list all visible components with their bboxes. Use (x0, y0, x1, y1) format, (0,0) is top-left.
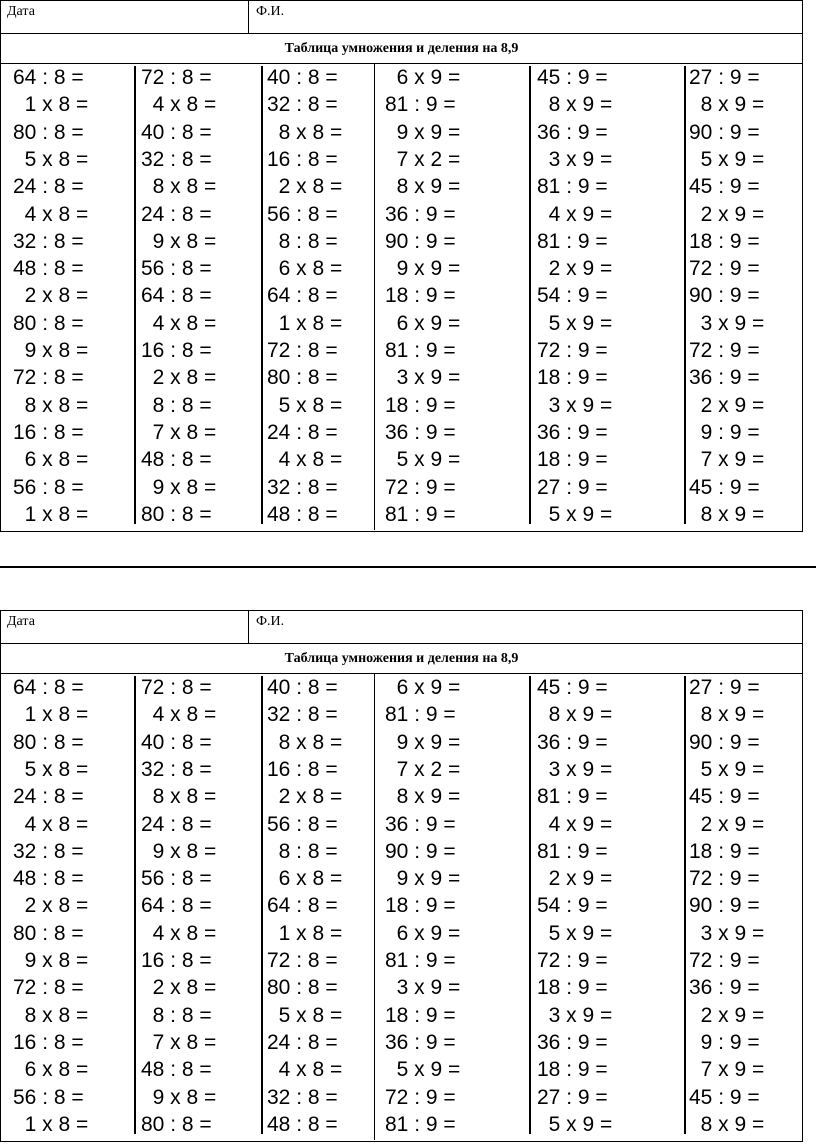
exercise-item: 9 x 8 = (13, 339, 89, 362)
exercise-item: 9 x 9 = (385, 867, 461, 891)
exercise-item: 18 : 9 = (537, 366, 608, 390)
exercise-item: 8 x 8 = (13, 1003, 89, 1027)
exercise-item: 56 : 8 = (141, 867, 212, 891)
exercise-item: 1 x 8 = (267, 311, 343, 335)
exercise-item: 2 x 9 = (689, 812, 765, 836)
exercise-item: 81 : 9 = (537, 175, 608, 199)
exercise-item: 1 x 8 = (13, 93, 89, 117)
exercise-item: 4 x 8 = (141, 311, 217, 335)
exercise-item: 9 x 9 = (385, 120, 461, 144)
exercise-item: 56 : 8 = (267, 812, 338, 836)
exercise-item: 72 : 9 = (689, 257, 760, 281)
exercise-item: 16 : 8 = (13, 420, 84, 444)
exercise-item: 90 : 9 = (689, 894, 760, 918)
exercise-item: 81 : 9 = (385, 703, 456, 727)
exercise-column (537, 674, 677, 1140)
exercise-column (689, 674, 799, 1140)
exercise-item: 48 : 8 = (141, 1058, 212, 1082)
exercise-item: 5 x 9 = (689, 757, 765, 781)
exercise-item: 3 x 9 = (385, 366, 461, 390)
exercise-item: 8 x 8 = (141, 175, 217, 199)
exercise-item: 48 : 8 = (267, 1112, 338, 1136)
exercise-item: 45 : 9 = (537, 676, 608, 699)
exercise-item: 64 : 8 = (267, 284, 338, 308)
exercise-item: 1 x 8 = (267, 921, 343, 945)
exercise-item: 32 : 8 = (13, 229, 84, 253)
exercise-item: 32 : 8 = (13, 839, 84, 863)
exercise-item: 9 x 9 = (385, 257, 461, 281)
worksheet-title: Таблица умножения и деления на 8,9 (1, 644, 802, 674)
exercise-item: 9 : 9 = (689, 1030, 760, 1054)
exercise-item: 72 : 9 = (385, 475, 456, 499)
exercise-item: 56 : 8 = (13, 1085, 84, 1109)
exercise-item: 8 x 8 = (141, 785, 217, 809)
header-row (1, 611, 802, 644)
exercise-item: 45 : 9 = (689, 1085, 760, 1109)
exercise-item: 3 x 9 = (537, 147, 613, 171)
exercise-item: 48 : 8 = (13, 867, 84, 891)
exercise-column (267, 674, 367, 1140)
exercise-item: 5 x 8 = (13, 757, 89, 781)
exercise-item: 81 : 9 = (385, 502, 456, 526)
exercise-item: 81 : 9 = (385, 93, 456, 117)
exercise-item: 72 : 9 = (689, 339, 760, 362)
exercise-item: 90 : 9 = (689, 120, 760, 144)
exercise-item: 2 x 8 = (267, 175, 343, 199)
exercise-item: 5 x 9 = (385, 1058, 461, 1082)
column-divider (134, 66, 136, 524)
exercise-item: 6 x 8 = (13, 448, 89, 472)
exercise-item: 2 x 9 = (689, 202, 765, 226)
column-divider (134, 676, 136, 1134)
exercise-item: 80 : 8 = (13, 730, 84, 754)
exercise-item: 72 : 8 = (13, 366, 84, 390)
exercise-item: 16 : 8 = (141, 949, 212, 972)
exercise-column (385, 64, 525, 530)
exercise-item: 7 x 2 = (385, 757, 461, 781)
exercise-item: 9 x 8 = (141, 1085, 217, 1109)
exercise-item: 80 : 8 = (267, 366, 338, 390)
exercise-item: 5 x 8 = (13, 147, 89, 171)
column-divider (374, 674, 375, 1140)
exercise-item: 3 x 9 = (689, 311, 765, 335)
exercise-item: 4 x 9 = (537, 202, 613, 226)
column-divider (374, 64, 375, 530)
exercise-item: 64 : 8 = (267, 894, 338, 918)
exercise-item: 2 x 8 = (267, 785, 343, 809)
exercise-item: 18 : 9 = (385, 284, 456, 308)
exercise-item: 24 : 8 = (267, 420, 338, 444)
exercise-item: 5 x 9 = (537, 311, 613, 335)
exercise-column (385, 674, 525, 1140)
exercise-item: 81 : 9 = (385, 1112, 456, 1136)
exercise-item: 56 : 8 = (267, 202, 338, 226)
exercise-item: 18 : 9 = (385, 894, 456, 918)
exercise-item: 16 : 8 = (141, 339, 212, 362)
exercise-item: 8 x 9 = (385, 785, 461, 809)
exercise-item: 24 : 8 = (13, 175, 84, 199)
exercise-item: 16 : 8 = (13, 1030, 84, 1054)
exercise-item: 36 : 9 = (385, 812, 456, 836)
exercise-grid (1, 674, 802, 1140)
name-field[interactable]: Ф.И. (256, 614, 285, 629)
exercise-item: 3 x 9 = (537, 757, 613, 781)
exercise-item: 54 : 9 = (537, 894, 608, 918)
exercise-item: 2 x 9 = (689, 393, 765, 417)
exercise-column (537, 64, 677, 530)
exercise-column (267, 64, 367, 530)
exercise-item: 4 x 8 = (141, 703, 217, 727)
exercise-item: 72 : 8 = (267, 949, 338, 972)
exercise-item: 45 : 9 = (689, 475, 760, 499)
exercise-item: 8 x 8 = (267, 730, 343, 754)
exercise-item: 3 x 9 = (537, 1003, 613, 1027)
exercise-item: 18 : 9 = (385, 1003, 456, 1027)
exercise-item: 45 : 9 = (537, 66, 608, 89)
exercise-item: 4 x 8 = (141, 921, 217, 945)
exercise-item: 4 x 8 = (267, 1058, 343, 1082)
exercise-item: 36 : 9 = (689, 366, 760, 390)
exercise-item: 16 : 8 = (267, 757, 338, 781)
exercise-item: 24 : 8 = (267, 1030, 338, 1054)
exercise-item: 90 : 9 = (385, 229, 456, 253)
exercise-item: 4 x 8 = (141, 93, 217, 117)
exercise-item: 72 : 8 = (267, 339, 338, 362)
exercise-item: 9 x 8 = (13, 949, 89, 972)
exercise-item: 6 x 8 = (13, 1058, 89, 1082)
exercise-item: 4 x 9 = (537, 812, 613, 836)
exercise-item: 8 : 8 = (267, 839, 338, 863)
exercise-item: 90 : 9 = (385, 839, 456, 863)
exercise-item: 48 : 8 = (141, 448, 212, 472)
exercise-item: 18 : 9 = (689, 839, 760, 863)
exercise-item: 8 : 8 = (267, 229, 338, 253)
worksheet-top (0, 0, 803, 532)
exercise-item: 80 : 8 = (13, 921, 84, 945)
date-field[interactable]: Дата (1, 611, 249, 643)
exercise-item: 48 : 8 = (13, 257, 84, 281)
exercise-grid (1, 64, 802, 530)
exercise-item: 7 x 9 = (689, 1058, 765, 1082)
exercise-column (13, 674, 131, 1140)
exercise-item: 54 : 9 = (537, 284, 608, 308)
exercise-item: 32 : 8 = (267, 703, 338, 727)
exercise-item: 40 : 8 = (267, 676, 338, 699)
exercise-item: 18 : 9 = (537, 1058, 608, 1082)
exercise-item: 6 x 8 = (267, 867, 343, 891)
exercise-item: 1 x 8 = (13, 502, 89, 526)
exercise-item: 8 : 8 = (141, 1003, 212, 1027)
exercise-item: 2 x 9 = (689, 1003, 765, 1027)
column-divider (261, 66, 263, 524)
exercise-item: 27 : 9 = (537, 1085, 608, 1109)
exercise-item: 8 x 9 = (537, 93, 613, 117)
exercise-item: 7 x 9 = (689, 448, 765, 472)
exercise-item: 32 : 8 = (141, 147, 212, 171)
exercise-item: 2 x 8 = (13, 894, 89, 918)
exercise-item: 7 x 8 = (141, 420, 217, 444)
exercise-column (13, 64, 131, 530)
exercise-item: 72 : 9 = (537, 949, 608, 972)
exercise-item: 6 x 9 = (385, 676, 461, 699)
exercise-item: 24 : 8 = (141, 202, 212, 226)
exercise-item: 80 : 8 = (267, 976, 338, 1000)
exercise-item: 27 : 9 = (537, 475, 608, 499)
exercise-item: 9 x 8 = (141, 839, 217, 863)
column-divider (684, 66, 686, 524)
exercise-column (689, 64, 799, 530)
exercise-item: 64 : 8 = (141, 894, 212, 918)
exercise-item: 8 x 9 = (689, 1112, 765, 1136)
exercise-item: 8 x 9 = (689, 502, 765, 526)
column-divider (529, 66, 531, 524)
exercise-item: 9 x 9 = (385, 730, 461, 754)
exercise-item: 6 x 9 = (385, 66, 461, 89)
exercise-item: 56 : 8 = (13, 475, 84, 499)
exercise-item: 36 : 9 = (385, 1030, 456, 1054)
exercise-item: 36 : 9 = (689, 976, 760, 1000)
exercise-item: 8 x 9 = (537, 703, 613, 727)
exercise-item: 81 : 9 = (537, 785, 608, 809)
exercise-item: 5 x 9 = (385, 448, 461, 472)
exercise-item: 36 : 9 = (385, 202, 456, 226)
worksheet-bottom (0, 610, 803, 1142)
exercise-item: 8 x 9 = (689, 703, 765, 727)
exercise-item: 9 x 8 = (141, 229, 217, 253)
exercise-item: 4 x 8 = (13, 202, 89, 226)
column-divider (261, 676, 263, 1134)
exercise-item: 6 x 9 = (385, 311, 461, 335)
worksheet-title: Таблица умножения и деления на 8,9 (1, 34, 802, 64)
exercise-item: 5 x 9 = (537, 921, 613, 945)
exercise-item: 8 x 8 = (267, 120, 343, 144)
exercise-item: 45 : 9 = (689, 785, 760, 809)
exercise-item: 18 : 9 = (689, 229, 760, 253)
exercise-item: 5 x 8 = (267, 1003, 343, 1027)
exercise-item: 1 x 8 = (13, 703, 89, 727)
exercise-item: 36 : 9 = (385, 420, 456, 444)
exercise-item: 90 : 9 = (689, 284, 760, 308)
exercise-item: 48 : 8 = (267, 502, 338, 526)
exercise-item: 2 x 9 = (537, 867, 613, 891)
exercise-item: 7 x 2 = (385, 147, 461, 171)
exercise-item: 5 x 9 = (537, 502, 613, 526)
exercise-item: 80 : 8 = (13, 120, 84, 144)
exercise-item: 80 : 8 = (13, 311, 84, 335)
exercise-item: 64 : 8 = (141, 284, 212, 308)
exercise-item: 45 : 9 = (689, 175, 760, 199)
exercise-item: 81 : 9 = (385, 949, 456, 972)
exercise-item: 32 : 8 = (267, 93, 338, 117)
header-row (1, 1, 802, 34)
exercise-item: 6 x 9 = (385, 921, 461, 945)
column-divider (684, 676, 686, 1134)
cut-line (0, 566, 816, 568)
exercise-item: 8 x 9 = (689, 93, 765, 117)
exercise-item: 72 : 9 = (537, 339, 608, 362)
exercise-item: 40 : 8 = (267, 66, 338, 89)
exercise-item: 5 x 9 = (537, 1112, 613, 1136)
exercise-item: 72 : 9 = (689, 867, 760, 891)
exercise-item: 3 x 9 = (537, 393, 613, 417)
exercise-item: 3 x 9 = (689, 921, 765, 945)
exercise-item: 36 : 9 = (537, 730, 608, 754)
exercise-item: 81 : 9 = (537, 229, 608, 253)
exercise-item: 36 : 9 = (537, 1030, 608, 1054)
exercise-item: 3 x 9 = (385, 976, 461, 1000)
exercise-item: 4 x 8 = (13, 812, 89, 836)
exercise-item: 27 : 9 = (689, 676, 760, 699)
exercise-item: 72 : 9 = (689, 949, 760, 972)
exercise-item: 18 : 9 = (537, 976, 608, 1000)
exercise-item: 8 : 8 = (141, 393, 212, 417)
exercise-item: 40 : 8 = (141, 120, 212, 144)
exercise-item: 81 : 9 = (385, 339, 456, 362)
exercise-item: 1 x 8 = (13, 1112, 89, 1136)
exercise-item: 2 x 9 = (537, 257, 613, 281)
exercise-item: 40 : 8 = (141, 730, 212, 754)
column-divider (529, 676, 531, 1134)
exercise-item: 9 x 8 = (141, 475, 217, 499)
exercise-item: 9 : 9 = (689, 420, 760, 444)
exercise-item: 18 : 9 = (385, 393, 456, 417)
exercise-column (141, 64, 259, 530)
exercise-item: 72 : 8 = (13, 976, 84, 1000)
exercise-item: 81 : 9 = (537, 839, 608, 863)
exercise-item: 5 x 9 = (689, 147, 765, 171)
exercise-item: 90 : 9 = (689, 730, 760, 754)
exercise-item: 72 : 8 = (141, 676, 212, 699)
exercise-item: 2 x 8 = (13, 284, 89, 308)
exercise-item: 2 x 8 = (141, 366, 217, 390)
exercise-item: 64 : 8 = (13, 676, 84, 699)
date-field[interactable]: Дата (1, 1, 249, 33)
exercise-item: 18 : 9 = (537, 448, 608, 472)
exercise-item: 24 : 8 = (141, 812, 212, 836)
exercise-item: 32 : 8 = (141, 757, 212, 781)
exercise-item: 32 : 8 = (267, 475, 338, 499)
exercise-item: 16 : 8 = (267, 147, 338, 171)
exercise-item: 36 : 9 = (537, 420, 608, 444)
exercise-item: 72 : 9 = (385, 1085, 456, 1109)
exercise-item: 80 : 8 = (141, 502, 212, 526)
exercise-item: 6 x 8 = (267, 257, 343, 281)
exercise-item: 36 : 9 = (537, 120, 608, 144)
exercise-item: 7 x 8 = (141, 1030, 217, 1054)
exercise-item: 2 x 8 = (141, 976, 217, 1000)
exercise-item: 72 : 8 = (141, 66, 212, 89)
exercise-item: 80 : 8 = (141, 1112, 212, 1136)
name-field[interactable]: Ф.И. (256, 4, 285, 19)
exercise-item: 4 x 8 = (267, 448, 343, 472)
exercise-item: 24 : 8 = (13, 785, 84, 809)
exercise-item: 56 : 8 = (141, 257, 212, 281)
exercise-column (141, 674, 259, 1140)
exercise-item: 27 : 9 = (689, 66, 760, 89)
exercise-item: 64 : 8 = (13, 66, 84, 89)
exercise-item: 32 : 8 = (267, 1085, 338, 1109)
exercise-item: 8 x 8 = (13, 393, 89, 417)
exercise-item: 8 x 9 = (385, 175, 461, 199)
exercise-item: 5 x 8 = (267, 393, 343, 417)
